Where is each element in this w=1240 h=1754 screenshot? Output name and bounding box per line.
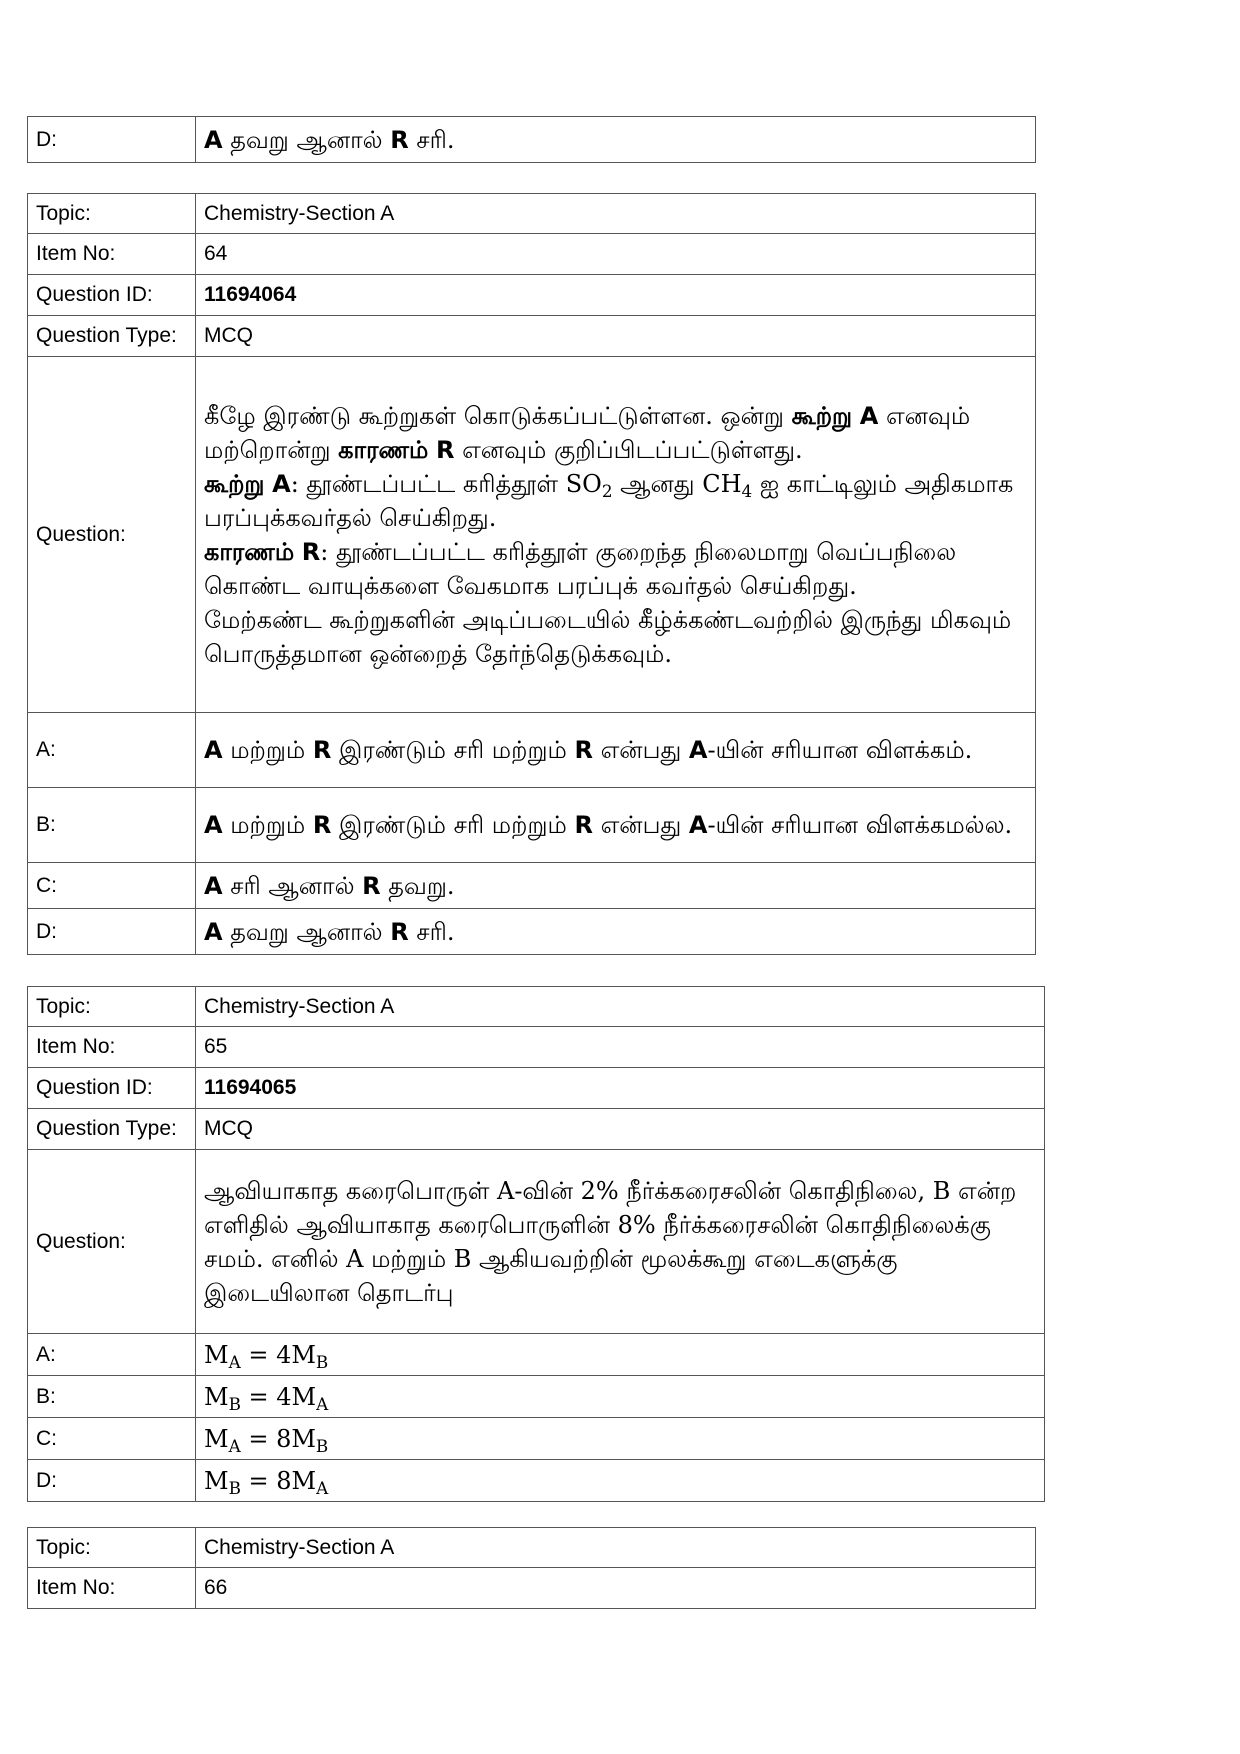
reason-statement: காரணம் R: தூண்டப்பட்ட கரித்தூள் குறைந்த நிலைமாறு வெப்பநிலை கொண்ட வாயுக்களை வேகமாக பரப்புக் கவர்தல் செய்கிறது. — [204, 537, 957, 600]
question-type-label: Question Type: — [28, 316, 196, 357]
option-a-label: A: — [28, 713, 196, 788]
question-id-value: 11694064 — [196, 275, 1036, 316]
question-table-66 — [27, 1527, 1036, 1609]
question-id-value: 11694065 — [196, 1068, 1045, 1109]
option-d-text: $M_B = 8M_A$ — [196, 1460, 1045, 1502]
topic-value: Chemistry-Section A — [196, 1528, 1036, 1568]
question-table-prev — [27, 116, 1036, 163]
question-id-label: Question ID: — [28, 1068, 196, 1109]
question-id-label: Question ID: — [28, 275, 196, 316]
option-c-text: $M_A = 8M_B$ — [196, 1418, 1045, 1460]
question-type-label: Question Type: — [28, 1109, 196, 1150]
option-a-text: A மற்றும் R இரண்டும் சரி மற்றும் R என்பது A-யின் சரியான விளக்கம். — [196, 713, 1036, 788]
question-label: Question: — [28, 357, 196, 713]
option-b-text: A மற்றும் R இரண்டும் சரி மற்றும் R என்பது A-யின் சரியான விளக்கமல்ல. — [196, 788, 1036, 863]
topic-value: Chemistry-Section A — [196, 194, 1036, 234]
option-a-text: $M_A = 4M_B$ — [196, 1334, 1045, 1376]
option-b-label: B: — [28, 1376, 196, 1418]
item-no-label: Item No: — [28, 234, 196, 275]
item-no-label: Item No: — [28, 1027, 196, 1068]
option-d-text: A தவறு ஆனால் R சரி. — [196, 909, 1036, 955]
question-type-value: MCQ — [196, 316, 1036, 357]
option-c-text: A சரி ஆனால் R தவறு. — [196, 863, 1036, 909]
topic-label: Topic: — [28, 987, 196, 1027]
question-text: ஆவியாகாத கரைபொருள் A-வின் 2% நீர்க்கரைசலின் கொதிநிலை, B என்ற எளிதில் ஆவியாகாத கரைபொருளின் 8% நீர்க்கரைசலின் கொதிநிலைக்கு சமம். எனில் A மற்றும் B ஆகியவற்றின் மூலக்கூறு எடைகளுக்கு இடையிலான தொடர்பு — [196, 1150, 1045, 1334]
question-type-value: MCQ — [196, 1109, 1045, 1150]
option-d-label: D: — [28, 117, 196, 163]
item-no-value: 65 — [196, 1027, 1045, 1068]
topic-label: Topic: — [28, 1528, 196, 1568]
option-d-label: D: — [28, 909, 196, 955]
option-c-label: C: — [28, 1418, 196, 1460]
option-b-text: $M_B = 4M_A$ — [196, 1376, 1045, 1418]
item-no-label: Item No: — [28, 1568, 196, 1609]
option-c-label: C: — [28, 863, 196, 909]
assertion-statement: கூற்று A: தூண்டப்பட்ட கரித்தூள் $SO_2$ ஆனது $CH_4$ ஐ காட்டிலும் அதிகமாக பரப்புக்கவர்தல் செய்கிறது. — [204, 469, 1014, 532]
option-a-label: A: — [28, 1334, 196, 1376]
item-no-value: 64 — [196, 234, 1036, 275]
question-label: Question: — [28, 1150, 196, 1334]
option-d-label: D: — [28, 1460, 196, 1502]
item-no-value: 66 — [196, 1568, 1036, 1609]
question-instruction: மேற்கண்ட கூற்றுகளின் அடிப்படையில் கீழ்க்கண்டவற்றில் இருந்து மிகவும் பொருத்தமான ஒன்றைத் தேர்ந்தெடுக்கவும். — [204, 605, 1012, 668]
option-b-label: B: — [28, 788, 196, 863]
question-intro: கீழே இரண்டு கூற்றுகள் கொடுக்கப்பட்டுள்ளன. ஒன்று கூற்று A எனவும் மற்றொன்று காரணம் R எனவும் குறிப்பிடப்பட்டுள்ளது. — [204, 401, 971, 464]
question-table-64 — [27, 193, 1036, 955]
topic-value: Chemistry-Section A — [196, 987, 1045, 1027]
question-table-65 — [27, 986, 1045, 1502]
topic-label: Topic: — [28, 194, 196, 234]
option-d-text: A தவறு ஆனால் R சரி. — [196, 117, 1036, 163]
question-text — [196, 357, 1036, 713]
